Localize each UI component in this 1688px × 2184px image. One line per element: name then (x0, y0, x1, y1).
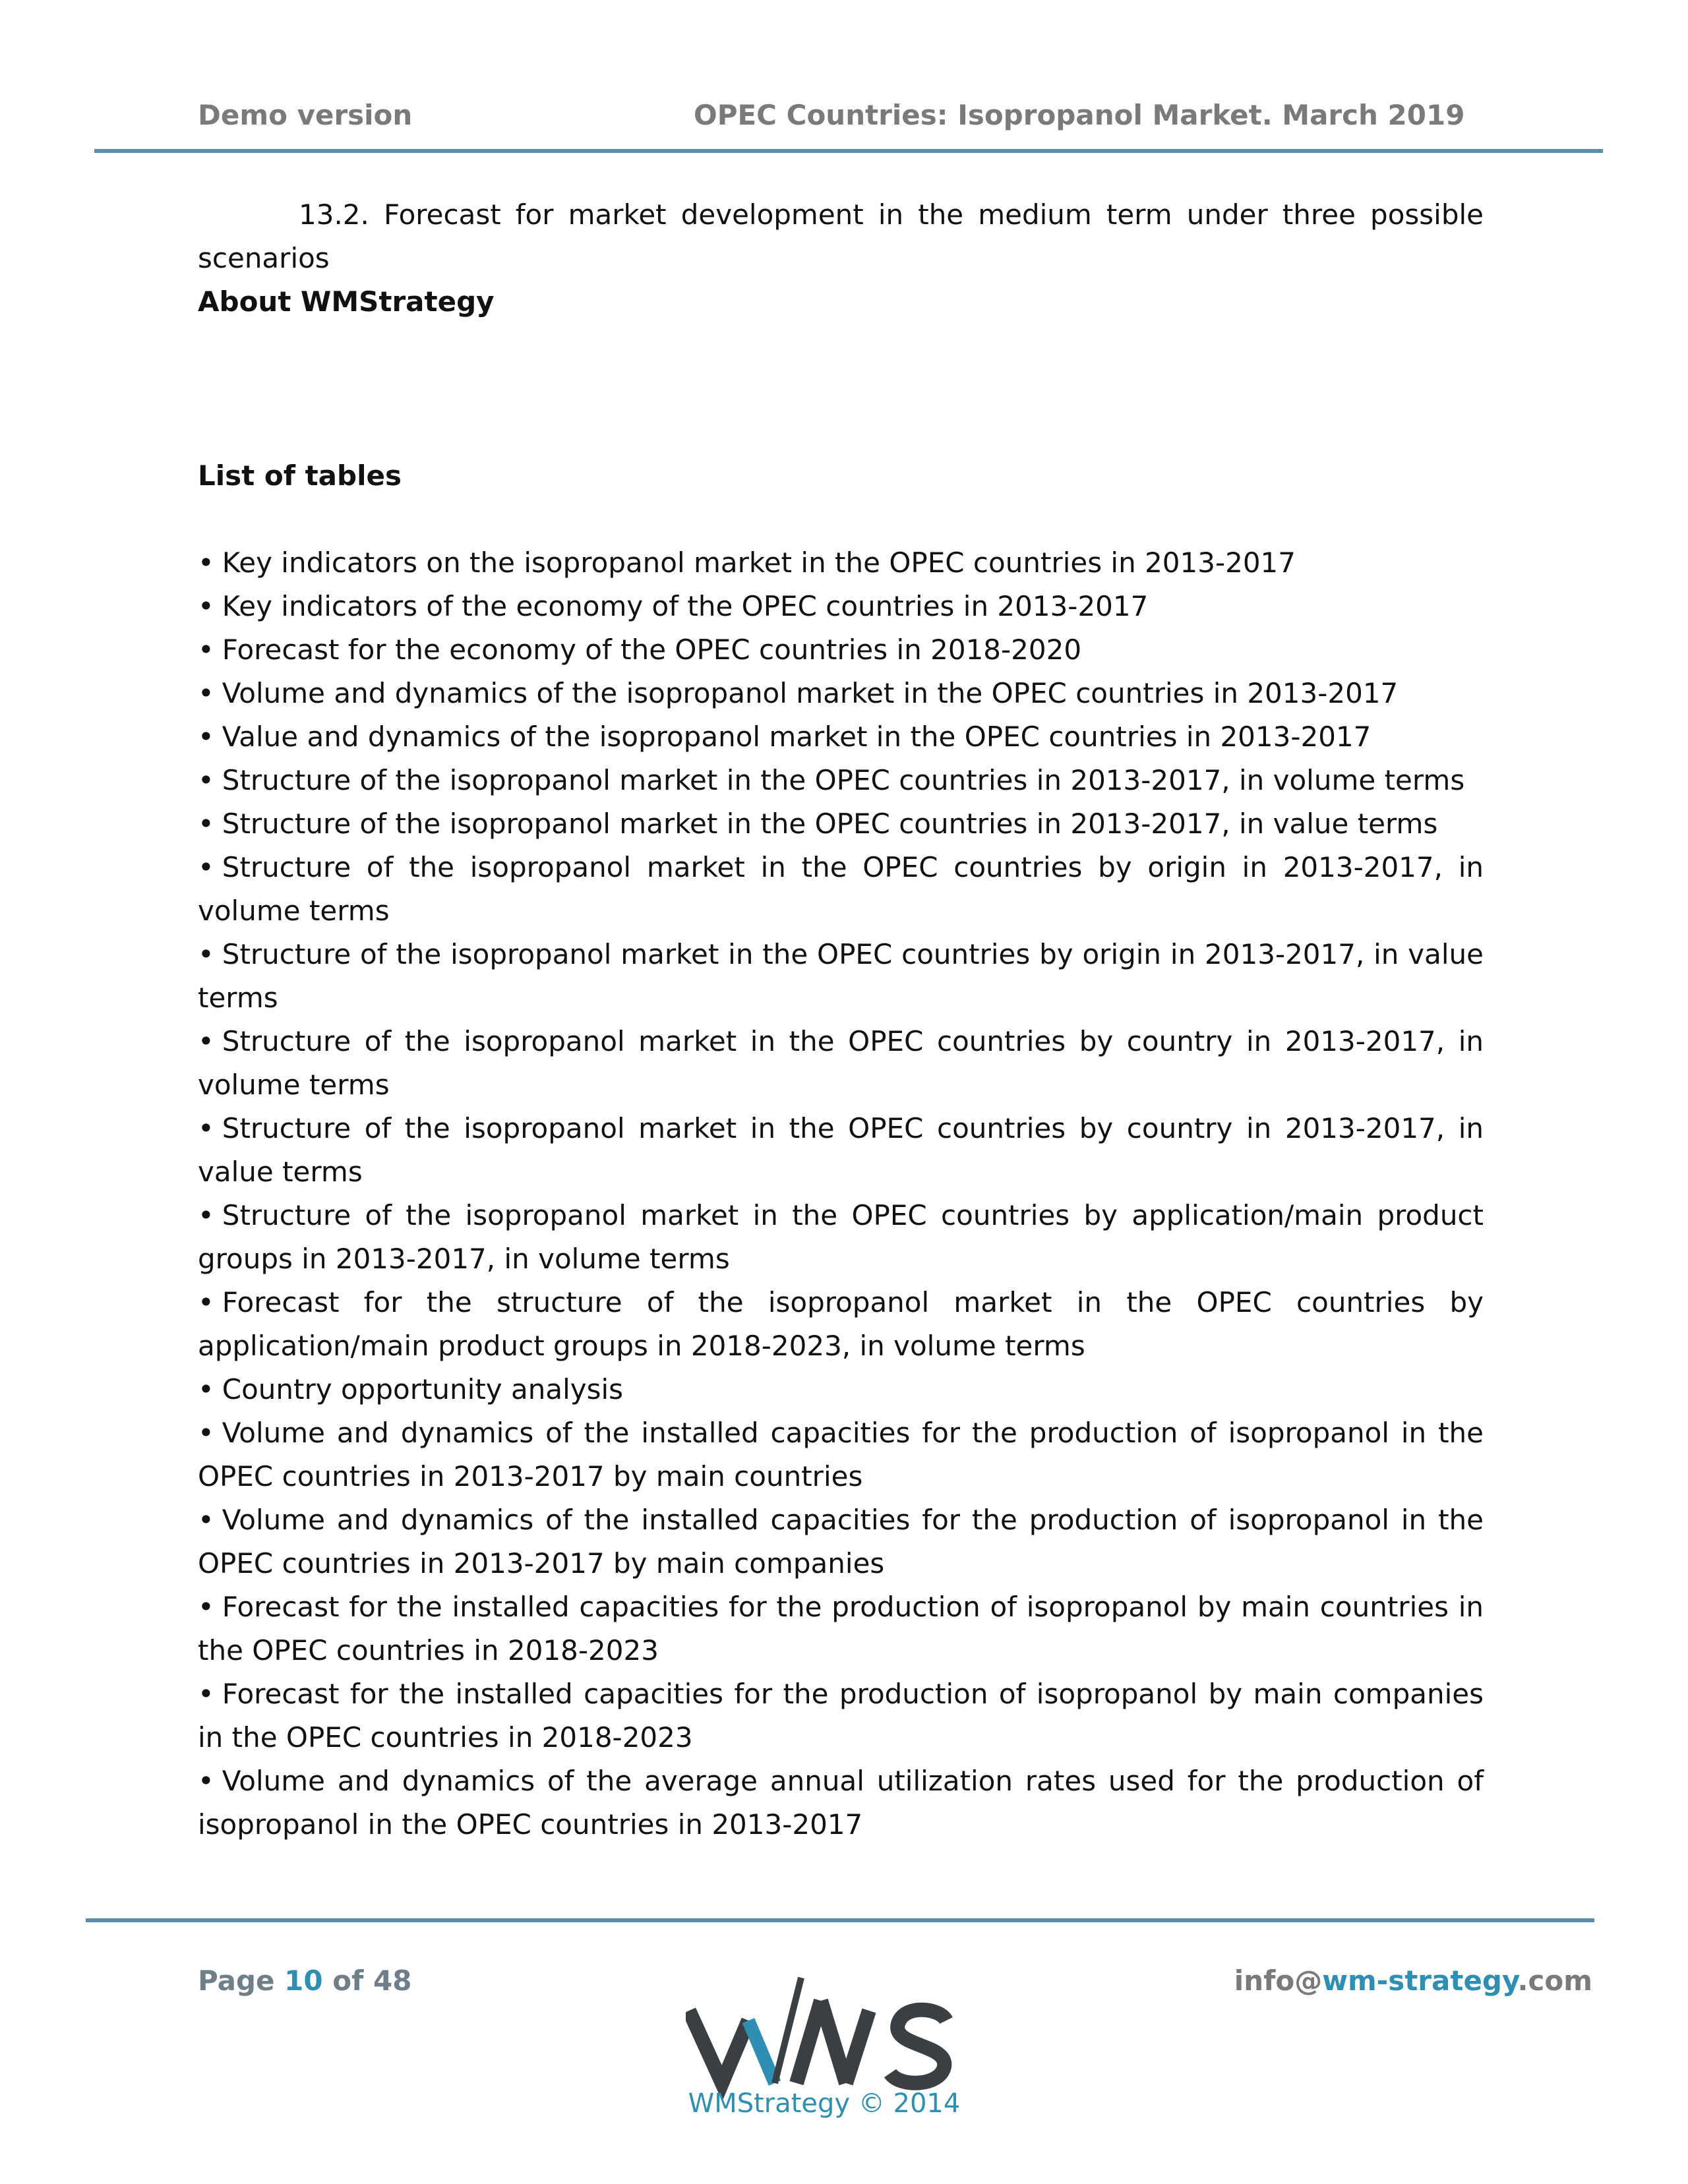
table-list-item-text: Value and dynamics of the isopropanol market in the OPEC countries in 2013-2017 (222, 721, 1372, 753)
bullet-icon: • (198, 1025, 214, 1057)
table-list-item (198, 585, 1484, 628)
document-title: OPEC Countries: Isopropanol Market. March 2019 (694, 99, 1465, 131)
table-list-item-text: Forecast for the structure of the isopropanol market in the OPEC countries by application/main product groups in 2018-2023, in volume terms (198, 1286, 1484, 1362)
table-list-item (198, 802, 1484, 846)
table-list-item-text: Structure of the isopropanol market in the OPEC countries in 2013-2017, in volume terms (222, 764, 1465, 796)
demo-version-label: Demo version (198, 99, 413, 131)
table-list-item-text: Volume and dynamics of the average annual utilization rates used for the production of isopropanol in the OPEC countries in 2013-2017 (198, 1765, 1484, 1841)
bullet-icon: • (198, 1199, 214, 1231)
bullet-icon: • (198, 808, 214, 840)
page-header (198, 99, 1464, 138)
table-list-item-text: Volume and dynamics of the installed capacities for the production of isopropanol in the OPEC countries in 2013-2017 by main companies (198, 1504, 1484, 1579)
bullet-icon: • (198, 938, 214, 970)
email-domain: wm-strategy (1322, 1964, 1518, 1997)
table-list-item-text: Structure of the isopropanol market in the OPEC countries in 2013-2017, in value terms (222, 808, 1438, 840)
tables-list (198, 541, 1484, 1846)
page-content (198, 193, 1484, 1846)
tables-heading: List of tables (198, 459, 402, 492)
table-list-item (198, 1368, 1484, 1411)
table-list-item (198, 541, 1484, 585)
table-list-item-text: Forecast for the installed capacities for the production of isopropanol by main companies in the OPEC countries in 2018-2023 (198, 1678, 1484, 1754)
bullet-icon: • (198, 677, 214, 709)
table-list-item (198, 759, 1484, 802)
bullet-icon: • (198, 590, 214, 622)
of-word: of (332, 1964, 364, 1997)
table-list-item (198, 933, 1484, 1020)
table-list-item-text: Structure of the isopropanol market in the OPEC countries by application/main product groups in 2013-2017, in volume terms (198, 1199, 1484, 1275)
table-list-item (198, 1411, 1484, 1498)
email-user: info@ (1234, 1964, 1323, 1997)
table-list-item-text: Volume and dynamics of the installed capacities for the production of isopropanol in the OPEC countries in 2013-2017 by main countries (198, 1417, 1484, 1492)
bullet-icon: • (198, 721, 214, 753)
logo-caption: WMStrategy © 2014 (688, 2088, 961, 2119)
table-list-item-text: Structure of the isopropanol market in the OPEC countries by origin in 2013-2017, in value terms (198, 938, 1484, 1014)
page-total: 48 (373, 1964, 412, 1997)
table-list-item (198, 1107, 1484, 1194)
bullet-icon: • (198, 1504, 214, 1536)
header-rule (94, 149, 1603, 153)
table-list-item (198, 1194, 1484, 1281)
page-word: Page (198, 1964, 275, 1997)
table-list-item-text: Forecast for the economy of the OPEC countries in 2018-2020 (222, 634, 1082, 666)
table-list-item (198, 1672, 1484, 1759)
table-list-item-text: Structure of the isopropanol market in the OPEC countries by country in 2013-2017, in value terms (198, 1112, 1484, 1188)
bullet-icon: • (198, 1373, 214, 1405)
table-list-item (198, 672, 1484, 715)
page-counter (198, 1964, 411, 1997)
bullet-icon: • (198, 1591, 214, 1623)
contact-email[interactable] (1234, 1964, 1592, 1997)
table-list-item (198, 1759, 1484, 1846)
table-list-item (198, 1020, 1484, 1107)
table-list-item-text: Country opportunity analysis (222, 1373, 624, 1405)
bullet-icon: • (198, 1417, 214, 1449)
table-list-item (198, 628, 1484, 672)
bullet-icon: • (198, 851, 214, 883)
table-list-item (198, 1498, 1484, 1585)
bullet-icon: • (198, 1286, 214, 1318)
table-list-item-text: Key indicators on the isopropanol market in the OPEC countries in 2013-2017 (222, 546, 1296, 579)
bullet-icon: • (198, 1112, 214, 1144)
table-list-item (198, 1281, 1484, 1368)
about-heading: About WMStrategy (198, 285, 495, 318)
table-list-item-text: Key indicators of the economy of the OPEC countries in 2013-2017 (222, 590, 1149, 622)
table-list-item (198, 715, 1484, 759)
toc-item: 13.2. Forecast for market development in the medium term under three possible scenarios (198, 198, 1484, 274)
bullet-icon: • (198, 1678, 214, 1710)
bullet-icon: • (198, 634, 214, 666)
bullet-icon: • (198, 1765, 214, 1797)
bullet-icon: • (198, 764, 214, 796)
table-list-item (198, 1585, 1484, 1672)
table-list-item-text: Structure of the isopropanol market in the OPEC countries by country in 2013-2017, in volume terms (198, 1025, 1484, 1101)
footer-rule (86, 1918, 1594, 1922)
bullet-icon: • (198, 546, 214, 579)
table-list-item-text: Volume and dynamics of the isopropanol market in the OPEC countries in 2013-2017 (222, 677, 1399, 709)
table-list-item (198, 846, 1484, 933)
table-list-item-text: Forecast for the installed capacities for the production of isopropanol by main countries in the OPEC countries in 2018-2023 (198, 1591, 1484, 1667)
table-list-item-text: Structure of the isopropanol market in the OPEC countries by origin in 2013-2017, in volume terms (198, 851, 1484, 927)
email-tld: .com (1517, 1964, 1592, 1997)
page-number: 10 (284, 1964, 323, 1997)
